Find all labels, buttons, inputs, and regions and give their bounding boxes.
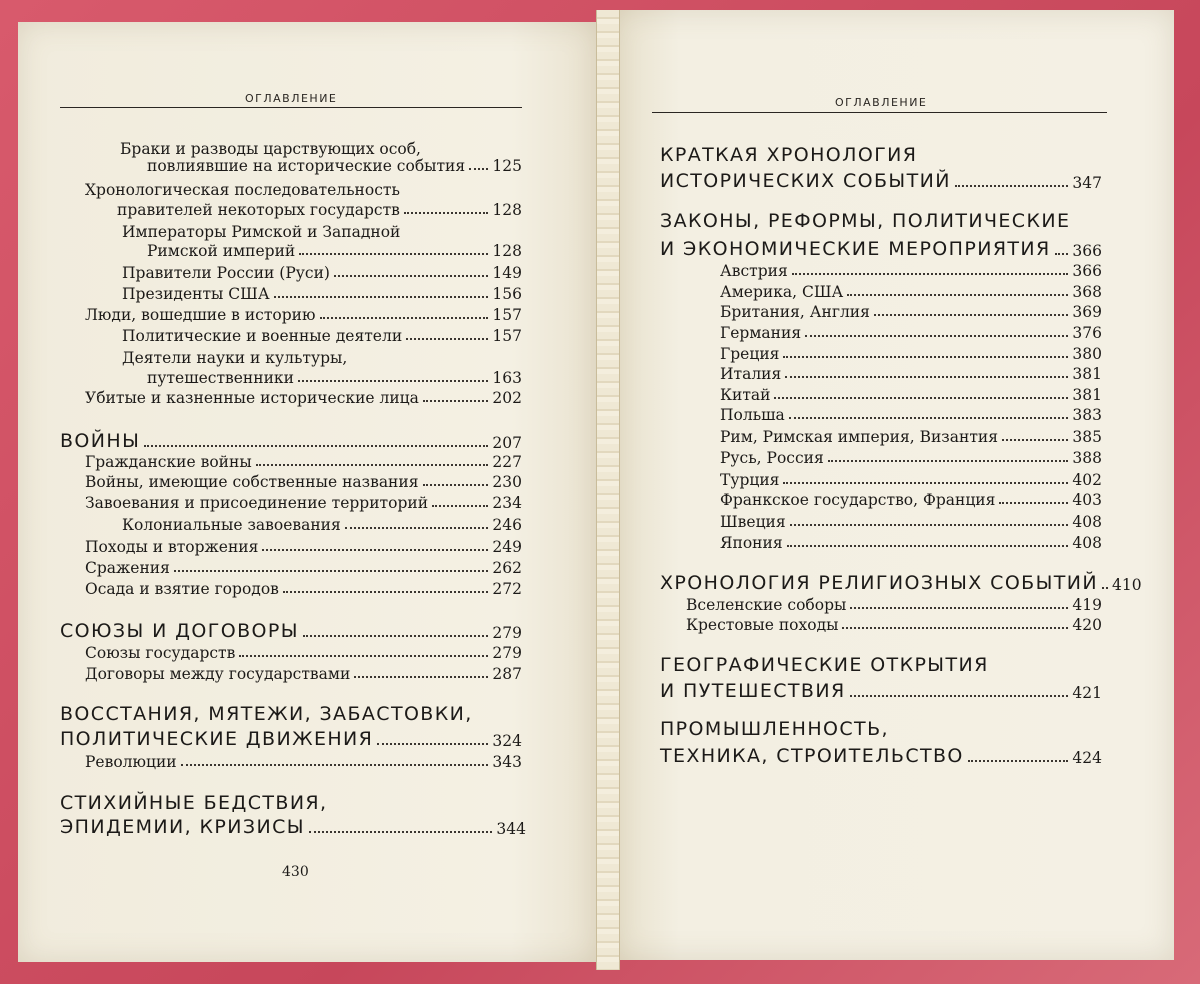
dot-leader bbox=[955, 185, 1069, 187]
dot-leader bbox=[256, 464, 489, 466]
toc-entry-page: 128 bbox=[492, 242, 522, 260]
dot-leader bbox=[787, 545, 1069, 547]
toc-intro-line: Браки и разводы царствующих особ, bbox=[120, 140, 421, 158]
toc-entry-page: 272 bbox=[492, 580, 522, 598]
toc-entry[interactable] bbox=[720, 262, 1102, 280]
toc-section-label: ЭПИДЕМИИ, КРИЗИСЫ bbox=[60, 816, 305, 838]
toc-entry-page: 347 bbox=[1072, 174, 1102, 192]
toc-entry-page: 403 bbox=[1072, 491, 1102, 509]
toc-entry-label: Колониальные завоевания bbox=[122, 516, 341, 534]
toc-entry[interactable] bbox=[85, 389, 522, 407]
toc-entry-page: 408 bbox=[1072, 534, 1102, 552]
toc-section-line: СТИХИЙНЫЕ БЕДСТВИЯ, bbox=[60, 792, 328, 814]
toc-entry-page: 383 bbox=[1072, 406, 1102, 424]
dot-leader bbox=[999, 502, 1068, 504]
toc-entry-page: 157 bbox=[492, 306, 522, 324]
toc-entry[interactable] bbox=[720, 406, 1102, 424]
dot-leader bbox=[850, 695, 1069, 697]
toc-section-label: ТЕХНИКА, СТРОИТЕЛЬСТВО bbox=[660, 745, 964, 767]
toc-section-label: И ПУТЕШЕСТВИЯ bbox=[660, 680, 846, 702]
toc-section-wars[interactable] bbox=[60, 430, 522, 452]
toc-entry-page: 344 bbox=[496, 820, 526, 838]
toc-entry[interactable] bbox=[720, 471, 1102, 489]
toc-section-disasters[interactable] bbox=[60, 816, 526, 838]
toc-entry-label: Япония bbox=[720, 534, 783, 552]
toc-entry[interactable] bbox=[720, 365, 1102, 383]
toc-section-line: ПРОМЫШЛЕННОСТЬ, bbox=[660, 718, 889, 740]
toc-entry-label: Гражданские войны bbox=[85, 453, 252, 471]
toc-entry[interactable] bbox=[720, 283, 1102, 301]
toc-entry-label: Завоевания и присоединение территорий bbox=[85, 494, 429, 512]
toc-entry-label: Войны, имеющие собственные названия bbox=[85, 473, 419, 491]
right-header-rule bbox=[652, 112, 1107, 113]
dot-leader bbox=[334, 275, 488, 277]
toc-entry-label: Убитые и казненные исторические лица bbox=[85, 389, 419, 407]
dot-leader bbox=[320, 317, 489, 319]
toc-entry-page: 376 bbox=[1072, 324, 1102, 342]
toc-section-line: КРАТКАЯ ХРОНОЛОГИЯ bbox=[660, 144, 918, 166]
toc-entry[interactable] bbox=[85, 580, 522, 598]
toc-entry[interactable] bbox=[85, 306, 522, 324]
toc-entry[interactable] bbox=[85, 644, 522, 662]
toc-intro-line: Деятели науки и культуры, bbox=[122, 349, 348, 367]
toc-entry-label: правителей некоторых государств bbox=[117, 201, 400, 219]
right-running-header: ОГЛАВЛЕНИЕ bbox=[835, 96, 928, 109]
toc-entry-page: 419 bbox=[1072, 596, 1102, 614]
toc-entry-page: 249 bbox=[492, 538, 522, 556]
toc-entry-label: Америка, США bbox=[720, 283, 844, 301]
toc-entry-label: Германия bbox=[720, 324, 802, 342]
dot-leader bbox=[181, 764, 489, 766]
toc-entry-label: Союзы государств bbox=[85, 644, 236, 662]
toc-entry[interactable] bbox=[85, 453, 522, 471]
toc-entry-page: 324 bbox=[492, 732, 522, 750]
toc-entry-page: 366 bbox=[1072, 262, 1102, 280]
toc-entry[interactable] bbox=[85, 665, 522, 683]
dot-leader bbox=[1055, 253, 1069, 255]
dot-leader bbox=[805, 335, 1068, 337]
toc-entry-page: 246 bbox=[492, 516, 522, 534]
toc-entry-page: 343 bbox=[492, 753, 522, 771]
toc-entry-page: 125 bbox=[492, 157, 522, 175]
dot-leader bbox=[354, 676, 488, 678]
toc-entry-page: 156 bbox=[492, 285, 522, 303]
toc-entry[interactable] bbox=[147, 369, 522, 387]
dot-leader bbox=[828, 460, 1069, 462]
toc-entry-label: Осада и взятие городов bbox=[85, 580, 279, 598]
toc-entry-label: Китай bbox=[720, 386, 771, 404]
toc-entry[interactable] bbox=[122, 285, 522, 303]
toc-entry-page: 279 bbox=[492, 644, 522, 662]
toc-entry-label: Вселенские соборы bbox=[686, 596, 847, 614]
toc-entry-label: Британия, Англия bbox=[720, 303, 870, 321]
toc-section-geography[interactable] bbox=[660, 680, 1102, 702]
toc-entry[interactable] bbox=[720, 324, 1102, 342]
dot-leader bbox=[432, 505, 488, 507]
toc-entry-page: 388 bbox=[1072, 449, 1102, 467]
toc-entry-page: 207 bbox=[492, 434, 522, 452]
toc-entry[interactable] bbox=[147, 242, 522, 260]
toc-entry-page: 227 bbox=[492, 453, 522, 471]
toc-entry-page: 408 bbox=[1072, 513, 1102, 531]
toc-entry-label: Люди, вошедшие в историю bbox=[85, 306, 316, 324]
toc-entry-page: 420 bbox=[1072, 616, 1102, 634]
toc-entry-label: Правители России (Руси) bbox=[122, 264, 330, 282]
dot-leader bbox=[783, 356, 1068, 358]
toc-entry-page: 380 bbox=[1072, 345, 1102, 363]
dot-leader bbox=[423, 400, 489, 402]
toc-entry-label: Польша bbox=[720, 406, 785, 424]
toc-entry-page: 368 bbox=[1072, 283, 1102, 301]
toc-entry[interactable] bbox=[122, 516, 522, 534]
toc-entry[interactable] bbox=[85, 473, 522, 491]
toc-entry-label: Крестовые походы bbox=[686, 616, 839, 634]
dot-leader bbox=[1102, 587, 1108, 589]
toc-section-line: ВОССТАНИЯ, МЯТЕЖИ, ЗАБАСТОВКИ, bbox=[60, 703, 473, 725]
toc-entry-label: Сражения bbox=[85, 559, 170, 577]
toc-entry[interactable] bbox=[720, 303, 1102, 321]
left-running-header: ОГЛАВЛЕНИЕ bbox=[245, 92, 338, 105]
toc-section-label: ПОЛИТИЧЕСКИЕ ДВИЖЕНИЯ bbox=[60, 728, 374, 750]
toc-entry[interactable] bbox=[85, 494, 522, 512]
toc-entry-page: 381 bbox=[1072, 365, 1102, 383]
dot-leader bbox=[423, 484, 489, 486]
dot-leader bbox=[790, 524, 1069, 526]
dot-leader bbox=[789, 417, 1069, 419]
toc-entry-page: 202 bbox=[492, 389, 522, 407]
dot-leader bbox=[262, 549, 488, 551]
toc-section-label: ХРОНОЛОГИЯ РЕЛИГИОЗНЫХ СОБЫТИЙ bbox=[660, 572, 1099, 594]
dot-leader bbox=[406, 338, 488, 340]
dot-leader bbox=[785, 376, 1068, 378]
toc-intro-line: Императоры Римской и Западной bbox=[122, 223, 401, 241]
toc-entry-page: 385 bbox=[1072, 428, 1102, 446]
toc-entry-label: Политические и военные деятели bbox=[122, 327, 403, 345]
dot-leader bbox=[298, 380, 488, 382]
toc-entry-page: 287 bbox=[492, 665, 522, 683]
dot-leader bbox=[847, 294, 1068, 296]
toc-entry[interactable] bbox=[122, 264, 522, 282]
dot-leader bbox=[469, 168, 488, 170]
toc-entry-page: 424 bbox=[1072, 749, 1102, 767]
toc-section-uprisings[interactable] bbox=[60, 728, 522, 750]
toc-entry[interactable] bbox=[686, 596, 1102, 614]
dot-leader bbox=[174, 570, 489, 572]
toc-entry-label: Революции bbox=[85, 753, 177, 771]
dot-leader bbox=[774, 397, 1068, 399]
toc-entry[interactable] bbox=[147, 157, 522, 175]
toc-entry-label: Президенты США bbox=[122, 285, 270, 303]
dot-leader bbox=[1002, 439, 1068, 441]
toc-entry[interactable] bbox=[686, 616, 1102, 634]
dot-leader bbox=[345, 527, 489, 529]
toc-entry[interactable] bbox=[720, 449, 1102, 467]
page-number: 430 bbox=[282, 864, 309, 880]
toc-section-religion[interactable] bbox=[660, 572, 1142, 594]
toc-entry-page: 262 bbox=[492, 559, 522, 577]
dot-leader bbox=[144, 445, 488, 447]
dot-leader bbox=[404, 212, 489, 214]
toc-entry[interactable] bbox=[122, 327, 522, 345]
toc-entry-page: 369 bbox=[1072, 303, 1102, 321]
toc-entry[interactable] bbox=[117, 201, 522, 219]
toc-entry[interactable] bbox=[720, 345, 1102, 363]
toc-entry-label: Рим, Римская империя, Византия bbox=[720, 428, 999, 446]
toc-entry-page: 279 bbox=[492, 624, 522, 642]
toc-entry[interactable] bbox=[720, 534, 1102, 552]
toc-section-industry[interactable] bbox=[660, 745, 1102, 767]
toc-entry-page: 163 bbox=[492, 369, 522, 387]
toc-intro-line: Хронологическая последовательность bbox=[85, 181, 400, 199]
toc-entry-label: Русь, Россия bbox=[720, 449, 824, 467]
toc-entry-page: 366 bbox=[1072, 242, 1102, 260]
dot-leader bbox=[783, 482, 1068, 484]
dot-leader bbox=[874, 314, 1069, 316]
toc-entry-label: Договоры между государствами bbox=[85, 665, 351, 683]
dot-leader bbox=[309, 831, 493, 833]
toc-section-alliances[interactable] bbox=[60, 620, 522, 642]
toc-entry-page: 410 bbox=[1112, 576, 1142, 594]
toc-section-line: ГЕОГРАФИЧЕСКИЕ ОТКРЫТИЯ bbox=[660, 654, 989, 676]
toc-entry-page: 421 bbox=[1072, 684, 1102, 702]
toc-entry[interactable] bbox=[720, 491, 1102, 509]
toc-entry-label: Турция bbox=[720, 471, 780, 489]
dot-leader bbox=[377, 743, 488, 745]
toc-entry-page: 402 bbox=[1072, 471, 1102, 489]
dot-leader bbox=[850, 607, 1068, 609]
toc-entry-label: Швеция bbox=[720, 513, 786, 531]
dot-leader bbox=[968, 760, 1069, 762]
toc-entry-label: Походы и вторжения bbox=[85, 538, 259, 556]
toc-entry-page: 149 bbox=[492, 264, 522, 282]
book-gutter bbox=[596, 10, 620, 970]
dot-leader bbox=[792, 273, 1069, 275]
toc-entry-label: Италия bbox=[720, 365, 782, 383]
toc-section-label: СОЮЗЫ И ДОГОВОРЫ bbox=[60, 620, 299, 642]
toc-section-chronology[interactable] bbox=[660, 170, 1102, 192]
toc-section-label: ИСТОРИЧЕСКИХ СОБЫТИЙ bbox=[660, 170, 951, 192]
toc-entry-label: Австрия bbox=[720, 262, 788, 280]
dot-leader bbox=[274, 296, 489, 298]
toc-section-line: ЗАКОНЫ, РЕФОРМЫ, ПОЛИТИЧЕСКИЕ bbox=[660, 210, 1071, 232]
toc-entry[interactable] bbox=[85, 753, 522, 771]
toc-section-label: И ЭКОНОМИЧЕСКИЕ МЕРОПРИЯТИЯ bbox=[660, 238, 1051, 260]
toc-entry[interactable] bbox=[85, 538, 522, 556]
toc-entry[interactable] bbox=[720, 428, 1102, 446]
toc-entry-label: Франкское государство, Франция bbox=[720, 491, 996, 509]
toc-entry-label: Римской империй bbox=[147, 242, 296, 260]
dot-leader bbox=[303, 635, 488, 637]
toc-entry-page: 381 bbox=[1072, 386, 1102, 404]
toc-entry[interactable] bbox=[85, 559, 522, 577]
left-header-rule bbox=[60, 107, 522, 108]
toc-entry-page: 157 bbox=[492, 327, 522, 345]
toc-section-laws[interactable] bbox=[660, 238, 1102, 260]
toc-entry-label: путешественники bbox=[147, 369, 294, 387]
dot-leader bbox=[842, 627, 1068, 629]
toc-entry-page: 234 bbox=[492, 494, 522, 512]
toc-entry[interactable] bbox=[720, 513, 1102, 531]
toc-entry-label: повлиявшие на исторические события bbox=[147, 157, 466, 175]
toc-entry[interactable] bbox=[720, 386, 1102, 404]
dot-leader bbox=[239, 655, 488, 657]
toc-entry-page: 230 bbox=[492, 473, 522, 491]
dot-leader bbox=[283, 591, 489, 593]
dot-leader bbox=[299, 253, 488, 255]
toc-section-label: ВОЙНЫ bbox=[60, 430, 141, 452]
toc-entry-label: Греция bbox=[720, 345, 780, 363]
toc-entry-page: 128 bbox=[492, 201, 522, 219]
